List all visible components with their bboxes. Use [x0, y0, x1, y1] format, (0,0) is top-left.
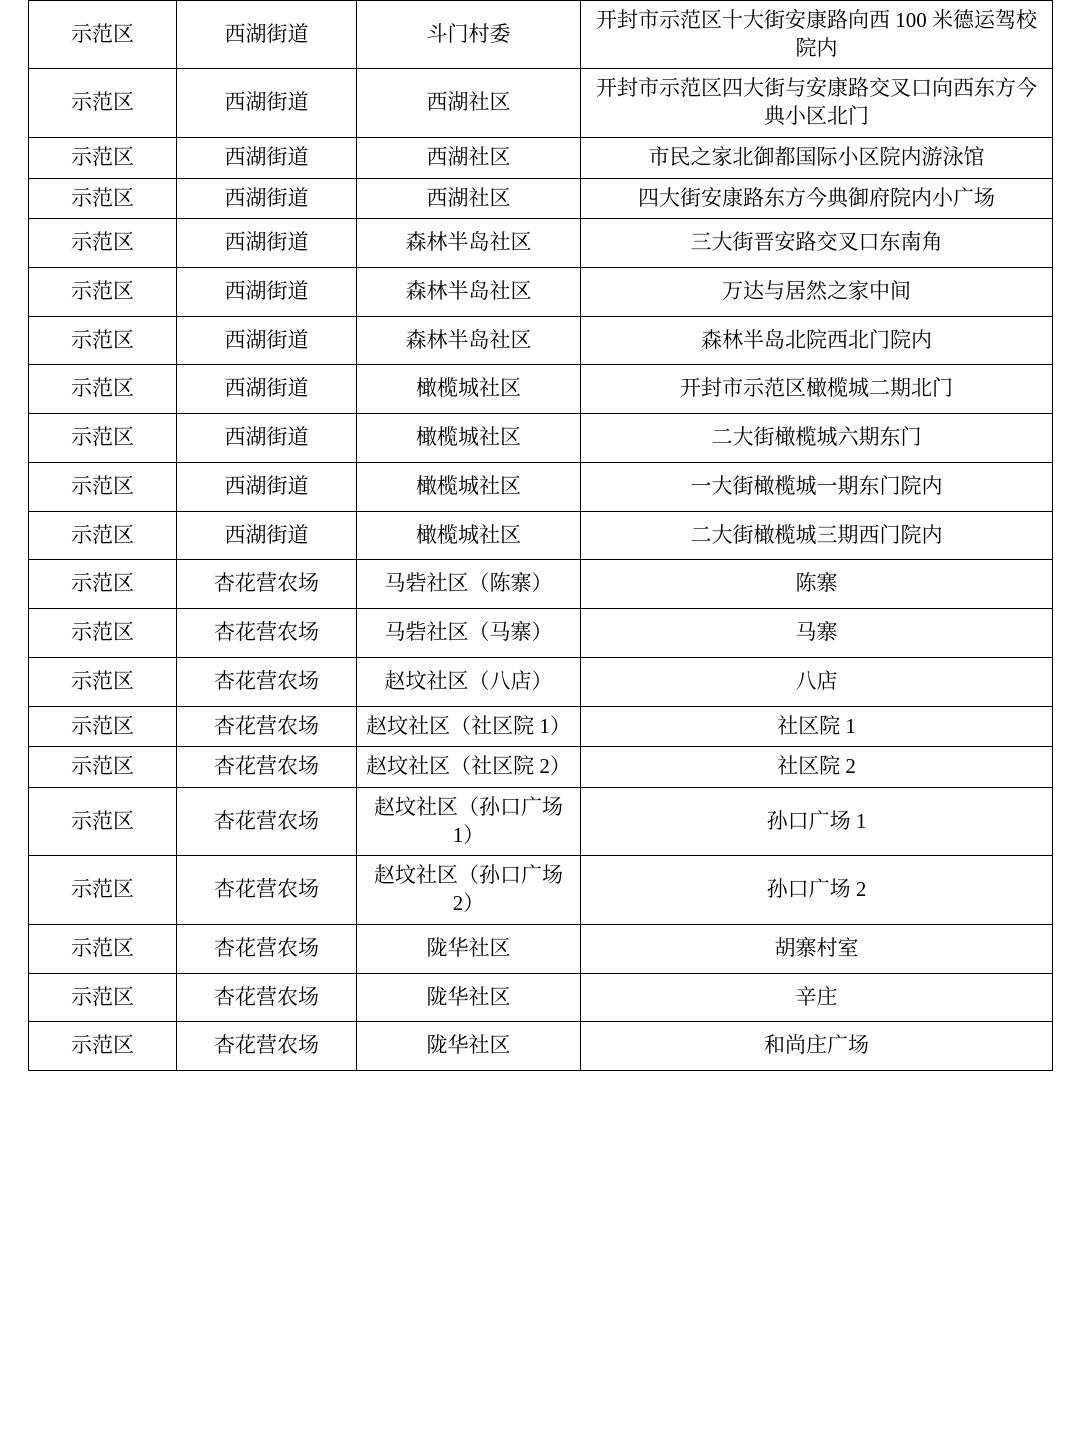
cell-address: 开封市示范区十大街安康路向西 100 米德运驾校院内: [581, 1, 1053, 69]
cell-street: 杏花营农场: [177, 706, 357, 747]
cell-district: 示范区: [29, 787, 177, 855]
cell-street: 西湖街道: [177, 69, 357, 137]
table-row: [29, 219, 1053, 268]
table-row: [29, 1, 1053, 69]
cell-district: 示范区: [29, 219, 177, 268]
cell-address: 三大街晋安路交叉口东南角: [581, 219, 1053, 268]
table-row: [29, 316, 1053, 365]
cell-street: 杏花营农场: [177, 609, 357, 658]
cell-district: 示范区: [29, 268, 177, 317]
cell-community: 赵坟社区（孙口广场 2）: [357, 856, 581, 924]
cell-community: 橄榄城社区: [357, 511, 581, 560]
table-row: [29, 414, 1053, 463]
cell-street: 杏花营农场: [177, 856, 357, 924]
cell-district: 示范区: [29, 1, 177, 69]
cell-district: 示范区: [29, 511, 177, 560]
cell-community: 陇华社区: [357, 924, 581, 973]
table-row: [29, 657, 1053, 706]
cell-community: 赵坟社区（社区院 2）: [357, 747, 581, 788]
cell-address: 森林半岛北院西北门院内: [581, 316, 1053, 365]
address-table: [28, 0, 1053, 1071]
cell-address: 二大街橄榄城三期西门院内: [581, 511, 1053, 560]
cell-address: 一大街橄榄城一期东门院内: [581, 462, 1053, 511]
cell-community: 森林半岛社区: [357, 316, 581, 365]
table-row: [29, 856, 1053, 924]
table-row: [29, 462, 1053, 511]
cell-district: 示范区: [29, 609, 177, 658]
table-row: [29, 268, 1053, 317]
cell-address: 辛庄: [581, 973, 1053, 1022]
cell-address: 孙口广场 1: [581, 787, 1053, 855]
cell-district: 示范区: [29, 69, 177, 137]
table-row: [29, 137, 1053, 178]
table-row: [29, 924, 1053, 973]
table-row: [29, 365, 1053, 414]
cell-address: 社区院 2: [581, 747, 1053, 788]
table-row: [29, 560, 1053, 609]
cell-community: 赵坟社区（社区院 1）: [357, 706, 581, 747]
table-row: [29, 1022, 1053, 1071]
cell-community: 马砦社区（陈寨）: [357, 560, 581, 609]
cell-address: 四大街安康路东方今典御府院内小广场: [581, 178, 1053, 219]
cell-address: 社区院 1: [581, 706, 1053, 747]
cell-district: 示范区: [29, 856, 177, 924]
table-row: [29, 178, 1053, 219]
cell-street: 西湖街道: [177, 1, 357, 69]
cell-street: 西湖街道: [177, 365, 357, 414]
cell-address: 开封市示范区四大街与安康路交叉口向西东方今典小区北门: [581, 69, 1053, 137]
cell-district: 示范区: [29, 973, 177, 1022]
cell-street: 西湖街道: [177, 414, 357, 463]
cell-address: 开封市示范区橄榄城二期北门: [581, 365, 1053, 414]
cell-address: 胡寨村室: [581, 924, 1053, 973]
cell-street: 杏花营农场: [177, 924, 357, 973]
cell-community: 橄榄城社区: [357, 365, 581, 414]
cell-street: 西湖街道: [177, 137, 357, 178]
cell-street: 西湖街道: [177, 178, 357, 219]
cell-district: 示范区: [29, 414, 177, 463]
cell-address: 马寨: [581, 609, 1053, 658]
cell-district: 示范区: [29, 462, 177, 511]
cell-street: 杏花营农场: [177, 560, 357, 609]
cell-community: 赵坟社区（八店）: [357, 657, 581, 706]
cell-community: 西湖社区: [357, 178, 581, 219]
cell-street: 西湖街道: [177, 462, 357, 511]
cell-address: 二大街橄榄城六期东门: [581, 414, 1053, 463]
cell-district: 示范区: [29, 706, 177, 747]
cell-community: 橄榄城社区: [357, 462, 581, 511]
cell-community: 西湖社区: [357, 137, 581, 178]
cell-street: 西湖街道: [177, 219, 357, 268]
cell-district: 示范区: [29, 178, 177, 219]
cell-community: 斗门村委: [357, 1, 581, 69]
table-row: [29, 69, 1053, 137]
cell-community: 橄榄城社区: [357, 414, 581, 463]
cell-address: 市民之家北御都国际小区院内游泳馆: [581, 137, 1053, 178]
cell-district: 示范区: [29, 1022, 177, 1071]
cell-street: 西湖街道: [177, 511, 357, 560]
cell-community: 西湖社区: [357, 69, 581, 137]
table-row: [29, 973, 1053, 1022]
cell-address: 万达与居然之家中间: [581, 268, 1053, 317]
cell-street: 杏花营农场: [177, 973, 357, 1022]
cell-community: 森林半岛社区: [357, 219, 581, 268]
cell-district: 示范区: [29, 747, 177, 788]
cell-community: 陇华社区: [357, 1022, 581, 1071]
cell-street: 杏花营农场: [177, 787, 357, 855]
cell-address: 和尚庄广场: [581, 1022, 1053, 1071]
cell-street: 杏花营农场: [177, 657, 357, 706]
cell-district: 示范区: [29, 365, 177, 414]
table-body: [29, 1, 1053, 1071]
table-row: [29, 706, 1053, 747]
cell-district: 示范区: [29, 137, 177, 178]
cell-community: 马砦社区（马寨）: [357, 609, 581, 658]
cell-community: 森林半岛社区: [357, 268, 581, 317]
table-row: [29, 747, 1053, 788]
cell-community: 陇华社区: [357, 973, 581, 1022]
cell-street: 西湖街道: [177, 316, 357, 365]
cell-address: 孙口广场 2: [581, 856, 1053, 924]
cell-street: 杏花营农场: [177, 1022, 357, 1071]
cell-district: 示范区: [29, 657, 177, 706]
table-row: [29, 787, 1053, 855]
cell-address: 八店: [581, 657, 1053, 706]
cell-district: 示范区: [29, 560, 177, 609]
cell-address: 陈寨: [581, 560, 1053, 609]
cell-district: 示范区: [29, 316, 177, 365]
cell-street: 杏花营农场: [177, 747, 357, 788]
table-row: [29, 609, 1053, 658]
cell-community: 赵坟社区（孙口广场 1）: [357, 787, 581, 855]
table-row: [29, 511, 1053, 560]
cell-street: 西湖街道: [177, 268, 357, 317]
cell-district: 示范区: [29, 924, 177, 973]
